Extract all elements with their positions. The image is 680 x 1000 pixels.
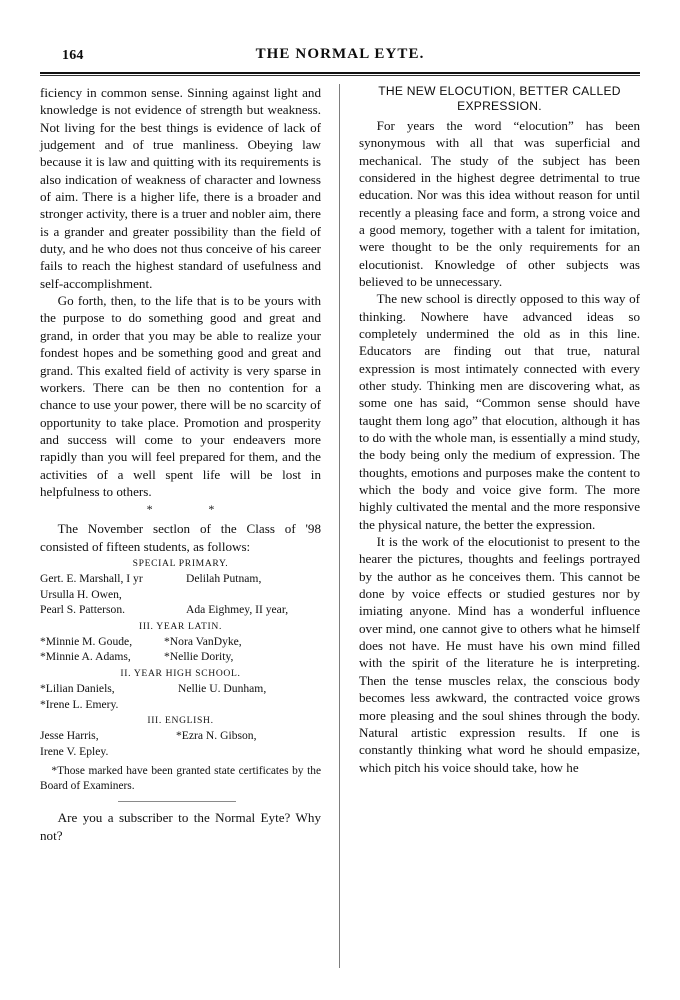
roll-name-right: *Nellie Dority, [164, 650, 234, 664]
roll-row [40, 571, 321, 587]
roll-row [40, 587, 321, 603]
roll-name-left: Ursulla H. Owen, [40, 587, 122, 601]
roll-row [40, 634, 321, 650]
column-divider-rule [339, 84, 340, 968]
roll-name-left: *Minnie A. Adams, [40, 650, 131, 664]
roll-name-right: Delilah Putnam, [186, 571, 262, 585]
paragraph-new-school: The new school is directly opposed to this way of thinking. Nowhere have advanced ideas so completely undermined the old as in this line. Educators are finding out that true, natural expression is most intimately connected with every other study. Thinking men are discovering what, as some one has said, “Common sense should have taught them long ago” that elocution, although it has to do with the whole man, is essentially a mind study, the body being only the medium of expression. The thoughts, emotions and purposes make the content to which the body and voice give form. The more highly cultivated the mental and the more responsive the physical nature, the better the expression. [359, 291, 640, 532]
paragraph-subscriber-appeal: Are you a subscriber to the Normal Eyte? Why not? [40, 810, 321, 843]
roll-name-left: *Minnie M. Goude, [40, 634, 133, 648]
article-title-line-2: EXPRESSION. [457, 99, 542, 114]
roll-name-left: *Irene L. Emery. [40, 697, 119, 711]
asterisk-separator: * * [146, 502, 241, 517]
paragraph-continued: ficiency in common sense. Sinning against light and knowledge is not evidence of strength but weakness. Not living for the best things is evidence of lack of judgement and of true manliness. Obeying law because it is law and quitting with its requirements is also indication of weakness of character and lowness of aim. There is a higher life, there is a broader and stronger activity, there is a truer and nobler aim, there is a grander and greater possibility than the field of duty, and he who does not thus conceive of his career fails to reach the highest standard of usefulness and self-accomplishment. [40, 85, 321, 291]
roll-name-left: Irene V. Epley. [40, 744, 109, 758]
roll-name-right: Ada Eighmey, II year, [186, 603, 289, 617]
roll-name-left: Gert. E. Marshall, I yr [40, 571, 143, 585]
paragraph-class-intro: The November sectlon of the Class of '98 consisted of fifteen students, as follows: [40, 521, 321, 554]
header-rule-thick [40, 72, 640, 74]
running-head [40, 46, 640, 72]
roll-name-right: *Nora VanDyke, [164, 634, 242, 648]
roll-row [40, 602, 321, 618]
roll-heading-second-year-high-school: II. YEAR HIGH SCHOOL. [120, 667, 241, 679]
paragraph-elocutionist-work: It is the work of the elocutionist to present to the hearer the pictures, thoughts and feelings portrayed by the author as he conceives them. This cannot be done by voice effects or studied gestures nor by imiating anyone. Mind has a wonderful influence over mind, one cannot give to others what he himself does not have. He must have his own mind filled with the spirit of the literature he is interpreting. Then the tense muscles relax, the conscious body becomes less awkward, the contracted voice grows more pleasing and the soul shines through the body. Natural artistic expression results. If one is constantly thinking what word he should empasize, which pitch his voice should take, how he [359, 534, 640, 775]
right-column [359, 84, 640, 776]
body-columns [40, 84, 640, 984]
article-title [359, 84, 640, 115]
roll-name-right: *Ezra N. Gibson, [176, 729, 257, 743]
roll-heading-third-english: III. ENGLISH. [147, 715, 214, 727]
class-roll [40, 556, 321, 759]
page-number: 164 [62, 48, 84, 63]
paragraph-go-forth: Go forth, then, to the life that is to be yours with the purpose to do something good and great and grand, in order that you may be able to realize your fondest hopes and be something good and great and grand. This exalted field of activity is very sparse in workers. There can be then no contention for a chance to use your power, there will be no scarcity of opportunity to take place. Promotion and prosperity and success will come to your endeavers more rapidly than you will feel prepared for them, and the activities of a well spent life will be lost in helpfulness to others. [40, 293, 321, 499]
article-title-line-1: THE NEW ELOCUTION, BETTER CALLED [378, 84, 621, 98]
section-divider-rule [118, 801, 236, 802]
roll-name-left: *Lilian Daniels, [40, 681, 115, 695]
footnote-certificates: *Those marked have been granted state certificates by the Board of Examiners. [40, 765, 321, 793]
roll-name-left: Jesse Harris, [40, 729, 99, 743]
roll-heading-special-primary: SPECIAL PRIMARY. [132, 557, 229, 569]
roll-row [40, 681, 321, 697]
roll-name-left: Pearl S. Patterson. [40, 603, 126, 617]
roll-row [40, 649, 321, 665]
roll-heading-third-year-latin: III. YEAR LATIN. [138, 620, 223, 632]
paragraph-elocution-history: For years the word “elocution” has been synonymous with all that was superficial and mechanical. The study of the subject has been considered in the highest degree detrimental to true education. Nor was this idea without reason for until recently a pleasing face and form, a strong voice and a good memory, together with a talent for imitation, were thought to be the only requirements for an elocutionist. Knowledge of other subjects was believed to be unnecessary. [359, 117, 640, 289]
roll-row [40, 697, 321, 713]
header-divider-rule [40, 72, 640, 76]
roll-name-right: Nellie U. Dunham, [178, 681, 267, 695]
header-rule-thin [40, 75, 640, 76]
roll-row [40, 744, 321, 760]
left-column [40, 84, 321, 844]
roll-row [40, 728, 321, 744]
publication-title: THE NORMAL EYTE. [255, 46, 425, 62]
